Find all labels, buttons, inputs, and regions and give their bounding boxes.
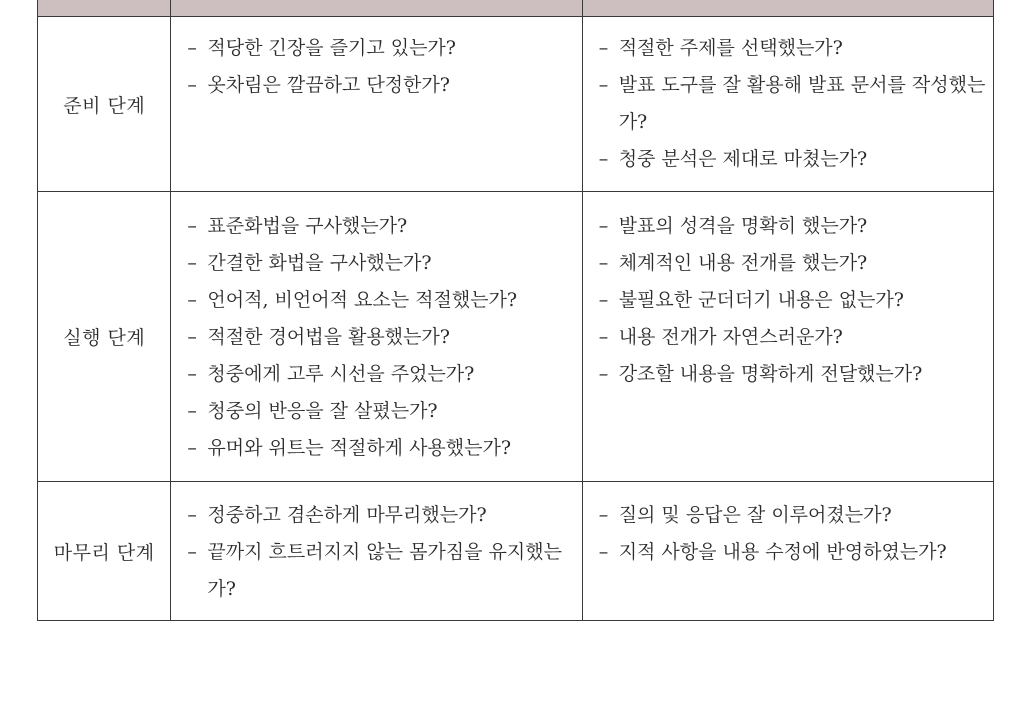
list-item: – 적절한 경어법을 활용했는가? (187, 319, 577, 356)
criteria-cell-a (171, 17, 582, 192)
criteria-cell-b (582, 17, 993, 192)
criteria-cell-b (582, 482, 993, 621)
header-cell-a (171, 0, 582, 17)
table-header-row (38, 0, 994, 17)
criteria-cell-b (582, 192, 993, 482)
header-cell-stage (38, 0, 171, 17)
list-item: – 강조할 내용을 명확하게 전달했는가? (599, 356, 989, 393)
list-item: – 청중에게 고루 시선을 주었는가? (187, 356, 577, 393)
table-row (38, 192, 994, 482)
criteria-list (171, 192, 581, 467)
stage-label: 실행 단계 (38, 192, 171, 482)
checklist-table (37, 0, 994, 621)
list-item: – 적절한 주제를 선택했는가? (599, 30, 989, 67)
criteria-list (171, 482, 581, 608)
criteria-list (171, 17, 581, 104)
list-item: – 청중의 반응을 잘 살폈는가? (187, 393, 577, 430)
list-item: – 표준화법을 구사했는가? (187, 208, 577, 245)
list-item: – 언어적, 비언어적 요소는 적절했는가? (187, 282, 577, 319)
header-cell-b (582, 0, 993, 17)
list-item: – 정중하고 겸손하게 마무리했는가? (187, 497, 577, 534)
criteria-list (583, 482, 993, 571)
table-row (38, 482, 994, 621)
list-item: – 청중 분석은 제대로 마쳤는가? (599, 141, 989, 178)
list-item: – 간결한 화법을 구사했는가? (187, 245, 577, 282)
list-item: – 발표 도구를 잘 활용해 발표 문서를 작성했는가? (599, 67, 989, 141)
list-item: – 끝까지 흐트러지지 않는 몸가짐을 유지했는가? (187, 534, 577, 608)
criteria-cell-a (171, 192, 582, 482)
list-item: – 체계적인 내용 전개를 했는가? (599, 245, 989, 282)
list-item: – 적당한 긴장을 즐기고 있는가? (187, 30, 577, 67)
list-item: – 질의 및 응답은 잘 이루어졌는가? (599, 497, 989, 534)
criteria-list (583, 17, 993, 178)
list-item: – 발표의 성격을 명확히 했는가? (599, 208, 989, 245)
stage-label: 준비 단계 (38, 17, 171, 192)
stage-label: 마무리 단계 (38, 482, 171, 621)
criteria-cell-a (171, 482, 582, 621)
list-item: – 유머와 위트는 적절하게 사용했는가? (187, 430, 577, 467)
table-row (38, 17, 994, 192)
list-item: – 옷차림은 깔끔하고 단정한가? (187, 67, 577, 104)
list-item: – 불필요한 군더더기 내용은 없는가? (599, 282, 989, 319)
list-item: – 내용 전개가 자연스러운가? (599, 319, 989, 356)
list-item: – 지적 사항을 내용 수정에 반영하였는가? (599, 534, 989, 571)
criteria-list (583, 192, 993, 393)
